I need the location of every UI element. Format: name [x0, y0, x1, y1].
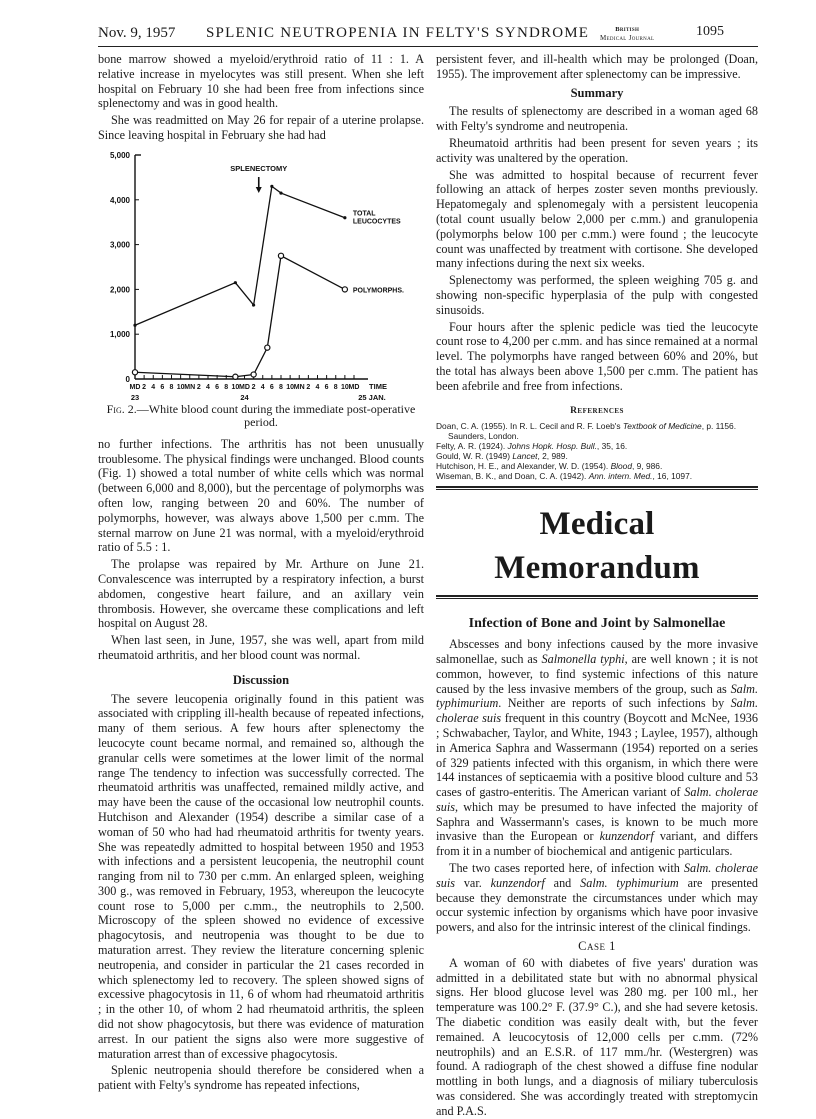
svg-text:8: 8: [333, 383, 338, 391]
svg-text:MN: MN: [293, 383, 305, 391]
journal-name: British Medical Journal: [600, 26, 655, 42]
paragraph: Splenic neutropenia should therefore be considered when a patient with Felty's syndrome has repeated infections,: [98, 1063, 424, 1093]
section-title: Medical Memorandum: [494, 506, 700, 587]
svg-text:2: 2: [251, 383, 256, 391]
paragraph: Splenectomy was performed, the spleen weighing 705 g. and showing non-specific hyperplasia of the pulp with congested sinusoids.: [436, 273, 758, 317]
section-rule: [436, 486, 758, 490]
svg-text:SPLENECTOMY: SPLENECTOMY: [230, 163, 288, 173]
reference-item: Wiseman, B. K., and Doan, C. A. (1942). Ann. intern. Med., 16, 1097.: [436, 471, 693, 482]
paragraph: The prolapse was repaired by Mr. Arthure on June 21. Convalescence was interrupted by a respiratory infection, a burst abdomen, congestive heart failure, and an axillary vein thrombosis. However, she overcame these complications and left hospital on August 28.: [98, 557, 424, 631]
svg-text:6: 6: [160, 383, 165, 391]
svg-text:10: 10: [286, 383, 295, 391]
paragraph: The results of splenectomy are described in a woman aged 68 with Felty's syndrome and neutropenia.: [436, 104, 758, 134]
svg-text:2: 2: [142, 383, 147, 391]
section-rule: [436, 595, 758, 599]
svg-text:6: 6: [215, 383, 220, 391]
case-heading: Case 1: [578, 939, 616, 954]
svg-text:2: 2: [196, 383, 201, 391]
svg-text:MD: MD: [239, 383, 250, 391]
paragraph: Four hours after the splenic pedicle was tied the leucocyte count rose to 4,200 per c.mm. and has since remained at a normal level. The polymorphs have ranged between 60% and 20%, but the total has always been above 1,500 per c.mm. The patient has been afebrile and free from infections.: [436, 319, 758, 393]
svg-text:10: 10: [176, 383, 185, 391]
paragraph: When last seen, in June, 1957, she was well, apart from mild rheumatoid arthritis, and her blood count was normal.: [98, 633, 424, 662]
paragraph: The two cases reported here, of infection with Salm. cholerae suis var. kunzendorf and Salm. typhimurium are presented because they demonstrate the circumstances under which may occur systemic infection by organisms which have poor invasive powers, and also for the intrinsic interest of the clinical findings.: [436, 861, 759, 935]
svg-text:24: 24: [240, 392, 249, 401]
summary-heading: Summary: [570, 85, 624, 100]
svg-text:25 JAN.: 25 JAN.: [358, 392, 386, 401]
paragraph: Rheumatoid arthritis had been present for seven years ; its activity was unaltered by the operation.: [436, 135, 758, 165]
svg-text:6: 6: [324, 383, 329, 391]
issue-date: Nov. 9, 1957: [98, 25, 176, 41]
paragraph: The severe leucopenia originally found in this patient was associated with crippling ill-health because of repeated infections, many of them serious. A few hours after splenectomy the leucocyte count became normal, and remained so, although the granular cells were sometimes at the lower limit of the normal range The tendency to infection was successfully corrected. The rheumatoid arthritis was unaffected, remained mildly active, and may have been the cause of the occasional low neutrophil counts. Hutchison and Alexander (1954) describe a similar case of a woman of 50 who had had rheumatoid arthritis for twenty years. She was repeatedly admitted to hospital between 1950 and 1953 with infections and a persistent leucopenia, the neutrophil count ranging from nil to 730 per c.mm. An enlarged spleen, weighing 300 g., was removed in February, 1953, whereupon the leucocyte count rose to 5,000 per c.mm., the neutrophils to 2,500. Microscopy of the spleen showed no evidence of excessive phagocytosis, and neutropenia was thought to be due to maturation arrest. They review the literature concerning splenic neutropenia, and consider in particular the 21 cases recorded in which splenectomy led to recovery. The spleen showed signs of excessive phagocytosis in 11, 6 of whom had rheumatoid arthritis ; in the other 10, of whom 2 had rheumatoid arthritis, the spleen did not show phagocytosis, but there was evidence of maturation arrest. In our patient the signs also were more suggestive of maturation arrest than of excessive phagocytosis.: [98, 691, 424, 1061]
svg-text:MN: MN: [184, 383, 196, 391]
svg-text:POLYMORPHS.: POLYMORPHS.: [352, 287, 404, 295]
svg-text:4: 4: [315, 383, 320, 391]
svg-text:8: 8: [224, 383, 229, 391]
svg-text:0: 0: [125, 374, 130, 384]
svg-text:10: 10: [231, 383, 240, 391]
paragraph: bone marrow showed a myeloid/erythroid ratio of 11 : 1. A relative increase in myelocytes was still present. When she left hospital on February 10 she had been free from infections since splenectomy and was in good health.: [98, 52, 424, 111]
article-title: Infection of Bone and Joint by Salmonellae: [468, 616, 726, 632]
figure-2-chart: [98, 151, 424, 401]
paragraph: Abscesses and bony infections caused by the more invasive salmonellae, such as Salmonella typhi, are well known ; it is not common, however, to find systemic infections of this nature caused by the less invasive members of the group, such as Salm. typhimurium. Neither are reports of such infections by Salm. cholerae suis frequent in this country (Boycott and McNee, 1936 ; Schwabacher, Taylor, and White, 1943 ; Laylee, 1957), although in America Saphra and Wassermann (1954) reported on a series of 329 patients infected with this organism, in which there were 144 instances of septicaemia with a positive blood culture and 53 cases of gastro-enteritis. The American variant of Salm. cholerae suis, which may be presumed to have infected the majority of Saphra and Wassermann's cases, is known to be much more invasive than the European or kunzendorf variant, and differs from it in a number of biochemical and antigenic particulars.: [436, 637, 759, 859]
paragraph: She was admitted to hospital because of recurrent fever following an attack of herpes zoster seven months previously. Hepatomegaly and splenomegaly with a persistent leucopenia (total count usually below 2,000 per c.mm.) and granulopenia (polymorphs below 100 per c.mm.) were found ; the leucocyte count was unaffected by treatment with cortisone. She developed many infections during the next six weeks.: [436, 167, 758, 271]
svg-text:2,000: 2,000: [109, 285, 130, 295]
figure-caption: Fig. 2.—White blood count during the immediate post-operative period.: [106, 401, 416, 429]
paragraph: persistent fever, and ill-health which may be prolonged (Doan, 1955). The improvement after splenectomy can be impressive.: [436, 52, 758, 81]
line-chart: [98, 151, 424, 401]
svg-text:2: 2: [306, 383, 311, 391]
svg-text:3,000: 3,000: [109, 240, 130, 250]
svg-text:4: 4: [151, 383, 156, 391]
svg-text:4: 4: [260, 383, 265, 391]
references-list: [436, 421, 758, 481]
references-heading: References: [570, 405, 624, 416]
svg-text:23: 23: [130, 392, 140, 401]
svg-text:MD: MD: [129, 383, 141, 391]
svg-text:MD: MD: [348, 383, 360, 391]
svg-text:LEUCOCYTES: LEUCOCYTES: [352, 218, 401, 226]
svg-text:10: 10: [340, 383, 349, 391]
right-column: [436, 52, 758, 1119]
page-number: 1095: [696, 24, 724, 39]
svg-text:8: 8: [169, 383, 174, 391]
header-rule: [98, 46, 758, 47]
paragraph: A woman of 60 with diabetes of five years' duration was admitted in a debilitated state but with no abnormal physical signs. Her blood glucose level was 280 mg. per 100 ml., her temperature was 100.2° F. (37.9° C.), and she had severe ketosis. The diabetic condition was easily dealt with, but the fever remained. A leucocytosis of 12,000 cells per c.mm. (72% neutrophils) and an E.S.R. of 117 mm./hr. (Westergren) was found. A radiograph of the chest showed a diffuse fine nodular mottling in both lungs, and a diagnosis of miliary tuberculosis was considered. She was accordingly treated with streptomycin and P.A.S.: [436, 955, 758, 1118]
svg-text:TOTAL: TOTAL: [352, 210, 376, 218]
svg-text:5,000: 5,000: [109, 150, 130, 160]
svg-text:4: 4: [206, 383, 210, 391]
reference-item: Gould, W. R. (1949) Lancet, 2, 989.: [436, 451, 568, 462]
svg-text:6: 6: [269, 383, 274, 391]
svg-text:4,000: 4,000: [109, 195, 130, 205]
running-header: [98, 24, 758, 46]
running-title: SPLENIC NEUTROPENIA IN FELTY'S SYNDROME: [206, 25, 590, 41]
left-column: [98, 52, 424, 1093]
reference-item: Hutchison, H. E., and Alexander, W. D. (1954). Blood, 9, 986.: [436, 461, 663, 472]
svg-text:8: 8: [279, 383, 283, 391]
discussion-heading: Discussion: [232, 672, 290, 687]
reference-item: Felty, A. R. (1924). Johns Hopk. Hosp. Bull., 35, 16.: [436, 441, 628, 452]
paragraph: She was readmitted on May 26 for repair of a uterine prolapse. Since leaving hospital in February she had had: [98, 113, 424, 142]
paragraph: no further infections. The arthritis has not been unusually troublesome. The physical findings were unchanged. Blood counts (Fig. 1) showed a total number of white cells which was normal (between 6,000 and 8,000), but the percentage of polymorphs was often low, ranging between 20 and 60%. The number of polymorphs, however, was always above 1,500 per c.mm. The sternal marrow on June 21 was normal, with a myeloid/erythroid ratio of 5.5 : 1.: [98, 436, 424, 555]
svg-text:1,000: 1,000: [109, 329, 130, 339]
svg-text:TIME: TIME: [369, 381, 387, 391]
reference-item: Doan, C. A. (1955). In R. L. Cecil and R. F. Loeb's Textbook of Medicine, p. 1156. Saunders, London.: [436, 421, 737, 442]
